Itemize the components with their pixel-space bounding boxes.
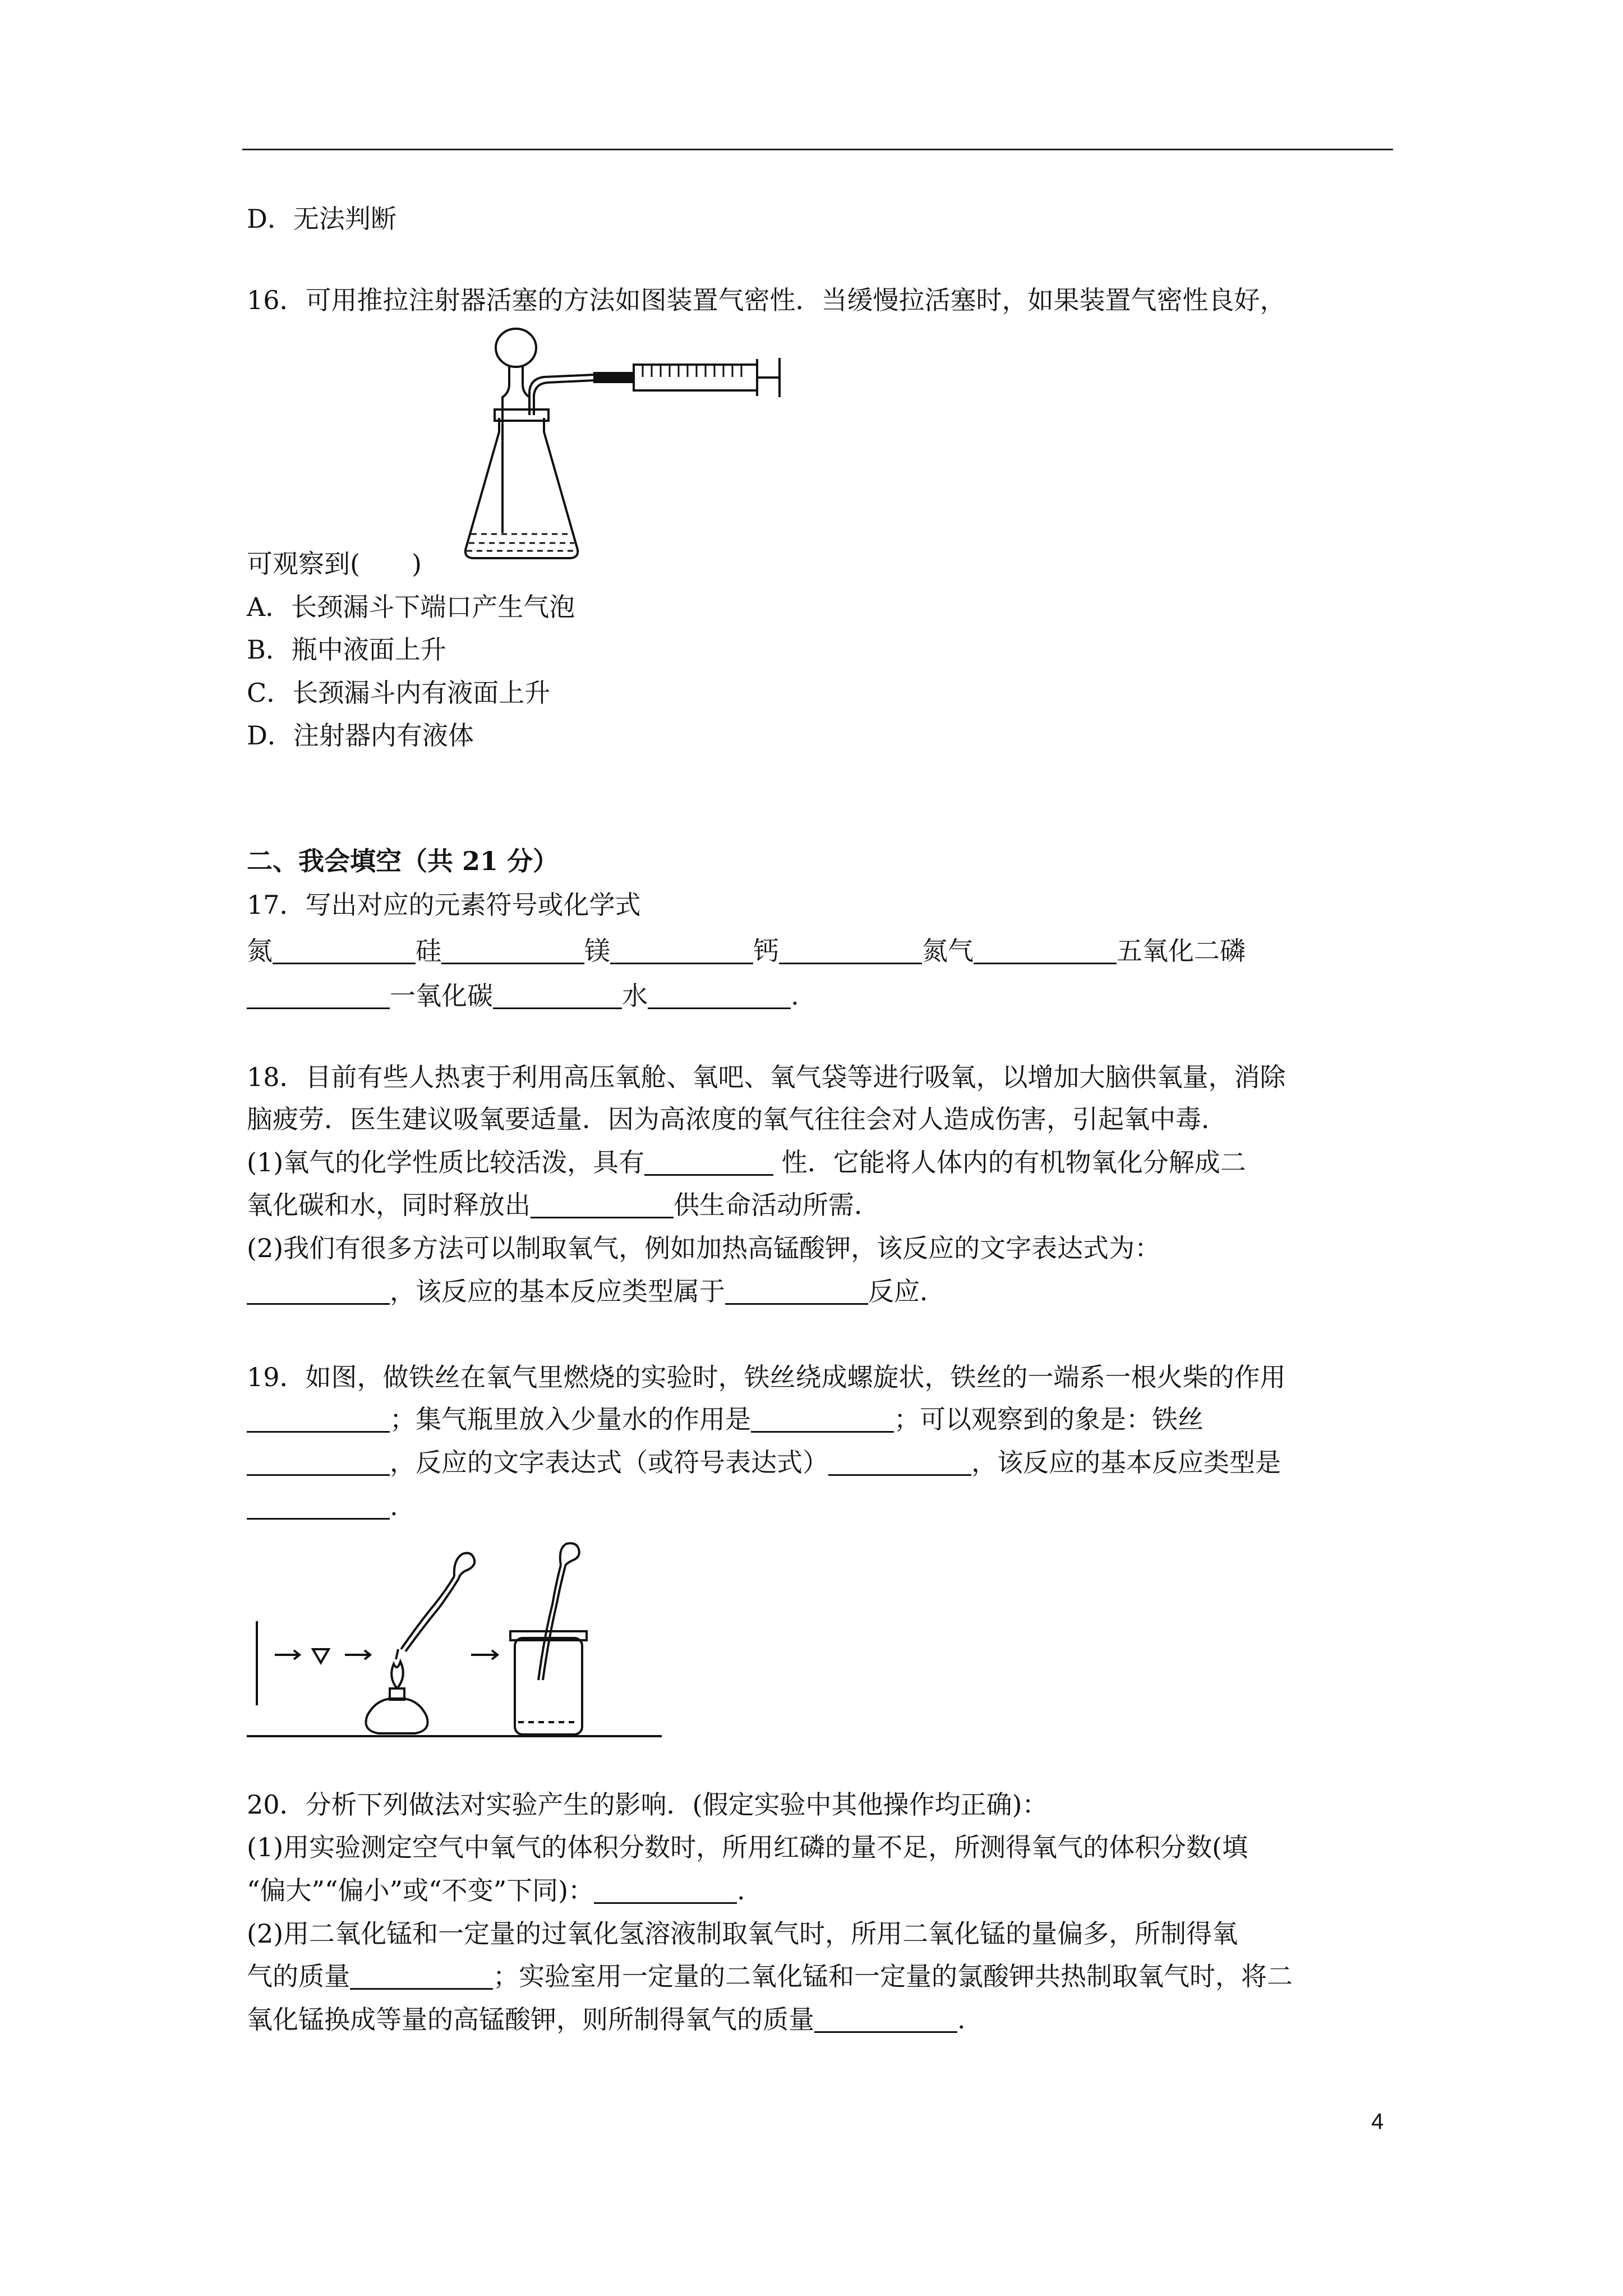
q16-option-a: A．长颈漏斗下端口产生气泡 <box>247 592 575 622</box>
q18-blank-1[interactable] <box>644 1146 773 1176</box>
q16-observe: 可观察到( ) <box>247 549 422 579</box>
page-number: 4 <box>1371 2109 1384 2134</box>
q19-blank-3[interactable] <box>247 1446 390 1476</box>
q19-blank-2[interactable] <box>751 1403 894 1433</box>
q20-blank-1[interactable] <box>594 1874 737 1904</box>
q20-blank-3[interactable] <box>814 2003 957 2033</box>
q17-blank-3[interactable] <box>610 935 753 964</box>
q16-stem: 16．可用推拉注射器活塞的方法如图装置气密性．当缓慢拉活塞时，如果装置气密性良好， <box>247 285 1286 315</box>
q19-line-1: 19．如图，做铁丝在氧气里燃烧的实验时，铁丝绕成螺旋状，铁丝的一端系一根火柴的作用 <box>247 1362 1286 1392</box>
q18-part-1a: (1)氧气的化学性质比较活泼，具有 性．它能将人体内的有机物氧化分解成二 <box>247 1147 1246 1177</box>
q17-blank-2[interactable] <box>441 935 584 964</box>
q18-part-2a: (2)我们有很多方法可以制取氧气，例如加热高锰酸钾，该反应的文字表达式为： <box>247 1233 1161 1263</box>
q16-option-d: D．注射器内有液体 <box>247 720 474 751</box>
q17-row-2: 一氧化碳 水 . <box>247 979 799 1013</box>
q17-blank-8[interactable] <box>648 979 791 1009</box>
q20-blank-2[interactable] <box>350 1960 493 1990</box>
q19-line-2: ；集气瓶里放入少量水的作用是 ；可以观察到的象是：铁丝 <box>247 1402 1204 1436</box>
q18-blank-4[interactable] <box>725 1275 868 1305</box>
q18-line-1: 18．目前有些人热衷于利用高压氧舱、氧吧、氧气袋等进行吸氧，以增加大脑供氧量，消除 <box>247 1062 1286 1092</box>
q18-line-2: 脑疲劳．医生建议吸氧要适量．因为高浓度的氧气往往会对人造成伤害，引起氧中毒． <box>247 1104 1227 1134</box>
q20-stem: 20．分析下列做法对实验产生的影响．(假定实验中其他操作均正确)： <box>247 1789 1048 1820</box>
q16-option-b: B．瓶中液面上升 <box>247 634 446 665</box>
q15-option-d: D．无法判断 <box>247 204 396 234</box>
q19-blank-1[interactable] <box>247 1403 390 1433</box>
q17-stem: 17．写出对应的元素符号或化学式 <box>247 890 641 920</box>
section-2-title: 二、我会填空（共 21 分） <box>247 846 559 876</box>
q20-part-2c: 氧化锰换成等量的高锰酸钾，则所制得氧气的质量 . <box>247 2004 966 2035</box>
header-rule <box>242 149 1393 150</box>
q18-part-2b: ，该反应的基本反应类型属于 反应． <box>247 1274 946 1308</box>
q20-part-1b: “偏大”“偏小”或“不变”下同)： . <box>247 1875 745 1906</box>
q18-blank-2[interactable] <box>531 1189 674 1218</box>
q20-part-2b: 气的质量 ；实验室用一定量的二氧化锰和一定量的氯酸钾共热制取氧气时，将二 <box>247 1961 1293 1991</box>
q17-blank-4[interactable] <box>779 935 922 964</box>
iron-wire-combustion-figure <box>247 1537 673 1750</box>
q19-blank-4[interactable] <box>828 1446 971 1476</box>
q18-blank-3[interactable] <box>247 1275 390 1305</box>
q19-line-3: ，反应的文字表达式（或符号表达式） ，该反应的基本反应类型是 <box>247 1446 1281 1479</box>
q17-row-1: 氮 硅 镁 钙 氮气 五氧化二磷 <box>247 936 1246 966</box>
q19-line-4: . <box>247 1489 398 1523</box>
q17-blank-6[interactable] <box>247 979 390 1009</box>
q17-blank-5[interactable] <box>974 935 1117 964</box>
q17-blank-7[interactable] <box>493 979 622 1009</box>
q16-option-c: C．长颈漏斗内有液面上升 <box>247 678 551 708</box>
airtightness-apparatus-figure <box>460 325 796 572</box>
q20-part-1a: (1)用实验测定空气中氧气的体积分数时，所用红磷的量不足，所测得氧气的体积分数(填 <box>247 1832 1248 1862</box>
q19-blank-5[interactable] <box>247 1490 390 1520</box>
q17-blank-1[interactable] <box>273 935 416 964</box>
q20-part-2a: (2)用二氧化锰和一定量的过氧化氢溶液制取氧气时，所用二氧化锰的量偏多，所制得氧 <box>247 1918 1238 1949</box>
q18-part-1b: 氧化碳和水，同时释放出 供生命活动所需． <box>247 1190 880 1220</box>
